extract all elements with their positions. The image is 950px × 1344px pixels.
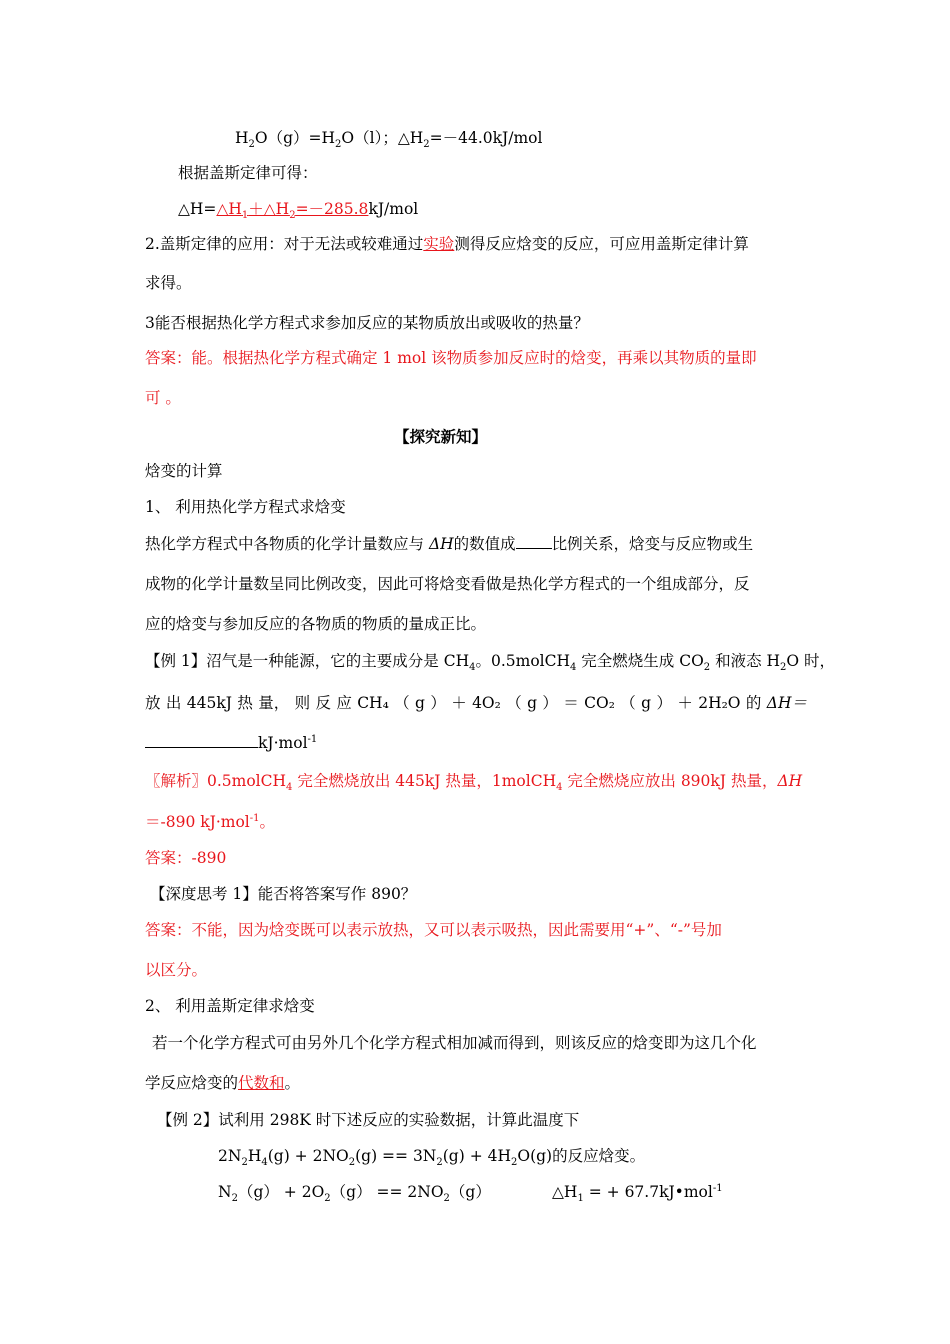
example-1-analysis-cont: ＝-890 kJ·mol$^{-1}$。 <box>145 812 276 831</box>
method-2-text: 若一个化学方程式可由另外几个化学方程式相加减而得到，则该反应的焓变即为这几个化 <box>152 1034 757 1052</box>
question-3: 3能否根据热化学方程式求参加反应的某物质放出或吸收的热量？ <box>145 314 589 332</box>
hess-law-intro: 根据盖斯定律可得： <box>178 164 318 182</box>
method-1-title: 1、 利用热化学方程式求焓变 <box>145 498 346 516</box>
example-1: 【例 1】沼气是一种能源，它的主要成分是 $CH_4$。0.5molCH$_4$ 完全燃烧生成 $CO_2$ 和液态 $H_2O$ 时， <box>145 652 836 674</box>
example-1-analysis: 〖解析〗0.5molCH$_4$ 完全燃烧放出 445kJ 热量，1molCH$_4$ 完全燃烧应放出 890kJ 热量，ΔH <box>145 772 803 794</box>
answer-3-cont: 可 。 <box>145 389 181 407</box>
example-2-enthalpy-1: $\triangle H_1$ = + 67.7kJ•mol$^{-1}$ <box>552 1182 723 1205</box>
subsection-title: 焓变的计算 <box>145 462 223 480</box>
deep-thinking-1-answer: 答案：不能，因为焓变既可以表示放热，又可以表示吸热，因此需要用“+”、“-”号加 <box>145 921 722 939</box>
example-1-blank: kJ·mol$^{-1}$ <box>145 733 317 753</box>
deep-thinking-1-answer-cont: 以区分。 <box>145 961 208 979</box>
method-2-text-cont: 学反应焓变的代数和。 <box>145 1074 301 1092</box>
method-1-text-end: 应的焓变与参加反应的各物质的物质的量成正比。 <box>145 615 487 633</box>
answer-blank[interactable] <box>145 733 258 748</box>
example-1-answer: 答案：-890 <box>145 849 227 867</box>
equation-h2o-condensation: $H_2O(g)=H_2O(l)$；$\triangle H_2=-44.0kJ$/mol <box>235 129 543 151</box>
example-2-equation-1: $N_2(g) + 2O_2(g) == 2NO_2(g)$ <box>218 1183 491 1205</box>
section-heading: 【探究新知】 <box>394 427 488 446</box>
answer-3: 答案：能。根据热化学方程式确定 1 mol 该物质参加反应时的焓变，再乘以其物质的量即 <box>145 349 757 367</box>
hess-law-application: 2.盖斯定律的应用：对于无法或较难通过实验测得反应焓变的反应，可应用盖斯定律计算 <box>145 235 749 253</box>
method-1-text-cont: 成物的化学计量数呈同比例改变，因此可将焓变看做是热化学方程式的一个组成部分，反 <box>145 575 750 593</box>
example-2-target-equation: $2N_2H_4(g) + 2NO_2(g) == 3N_2(g) + 4H_2O(g)$的反应焓变。 <box>218 1147 646 1169</box>
method-2-title: 2、 利用盖斯定律求焓变 <box>145 997 315 1015</box>
deep-thinking-1: 【深度思考 1】能否将答案写作 890？ <box>150 885 417 903</box>
example-1-equation: 放 出 445kJ 热 量， 则 反 应 CH₄ （ g ） ＋ 4O₂ （ g ） ＝ CO₂ （ g ） ＋ 2H₂O 的 ΔH＝ <box>145 694 807 712</box>
hess-law-result: $\triangle H=\triangle H_1+\triangle H_2=-285.8kJ$/mol <box>178 200 419 222</box>
example-2: 【例 2】试利用 298K 时下述反应的实验数据，计算此温度下 <box>157 1111 580 1129</box>
method-1-text: 热化学方程式中各物质的化学计量数应与 ΔH的数值成 比例关系，焓变与反应物或生 <box>145 535 754 553</box>
text-line: 求得。 <box>145 274 192 292</box>
